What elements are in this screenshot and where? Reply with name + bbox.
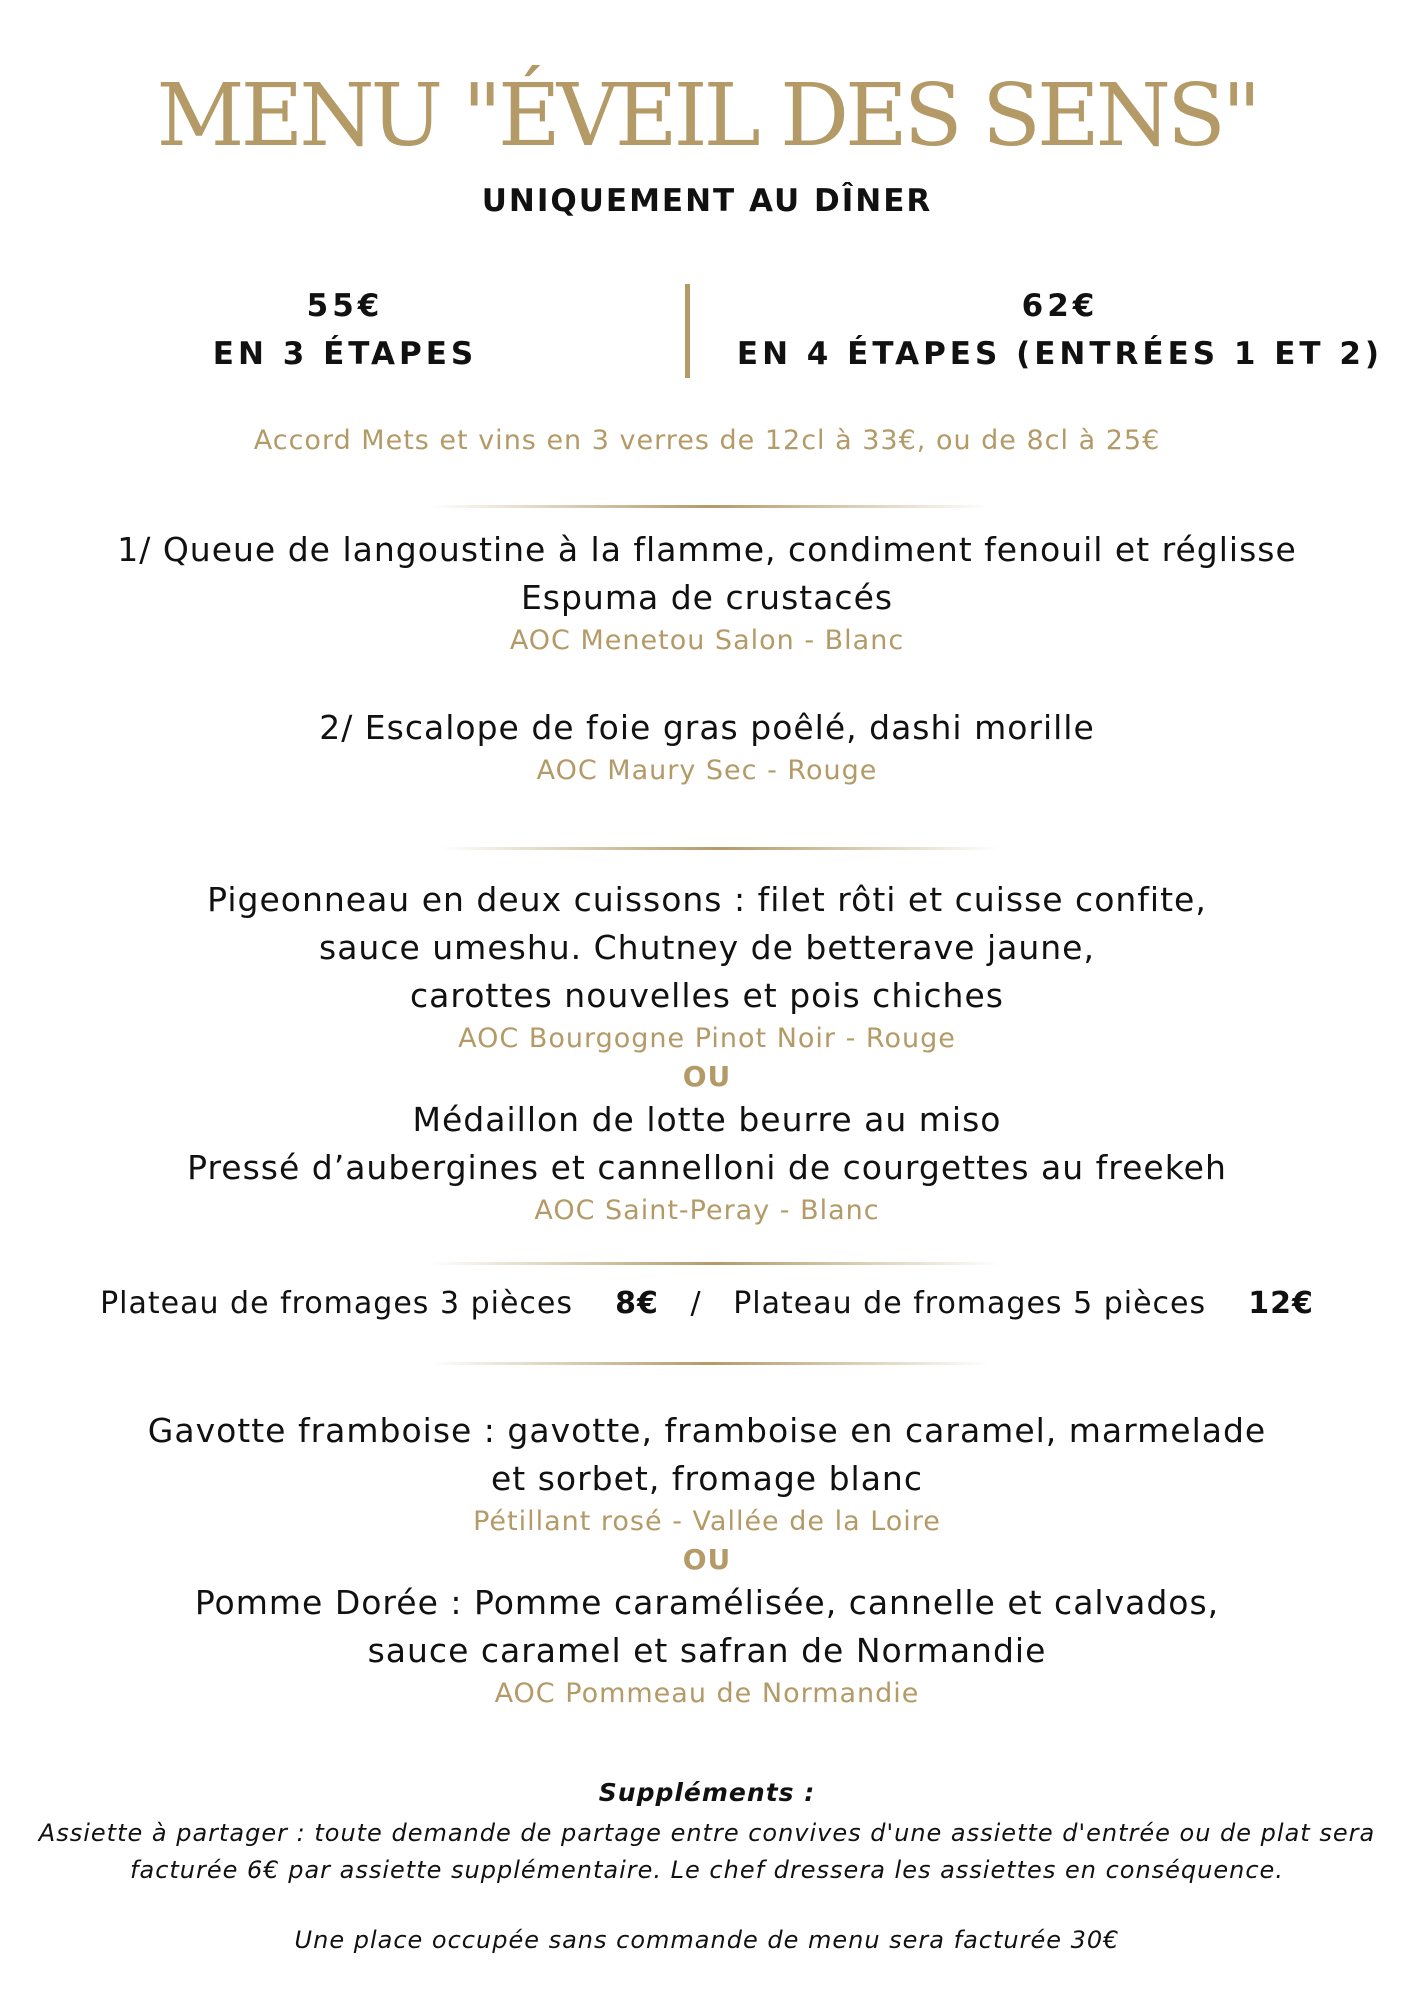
- wine-pairing: Pétillant rosé - Vallée de la Loire: [473, 1506, 941, 1537]
- dish-line: Espuma de crustacés: [520, 578, 894, 617]
- no-order-fee-note: Une place occupée sans commande de menu sera facturée 30€: [294, 1926, 1120, 1954]
- supplements-title: Suppléments :: [598, 1778, 816, 1807]
- wine-pairing: AOC Bourgogne Pinot Noir - Rouge: [458, 1023, 956, 1054]
- section-separator: [430, 505, 990, 508]
- starter-1: [0, 526, 1414, 660]
- supplements-text: [0, 1815, 1414, 1889]
- cheese-item-3: Plateau de fromages 3 pièces: [100, 1286, 573, 1321]
- main-course-section: [0, 876, 1414, 1230]
- or-label: OU: [682, 1060, 732, 1093]
- wine-pairing: AOC Menetou Salon - Blanc: [509, 625, 905, 656]
- dish-line: carottes nouvelles et pois chiches: [410, 976, 1004, 1015]
- cheese-price-5: 12€: [1248, 1286, 1314, 1321]
- dish-line: et sorbet, fromage blanc: [490, 1459, 923, 1498]
- dish-line: Pressé d’aubergines et cannelloni de courgettes au freekeh: [187, 1148, 1227, 1187]
- dish-line: sauce caramel et safran de Normandie: [367, 1631, 1047, 1670]
- cheese-item-5: Plateau de fromages 5 pièces: [733, 1286, 1207, 1321]
- cheese-price-3: 8€: [615, 1286, 659, 1321]
- dish-line: Pomme Dorée : Pomme caramélisée, cannelle et calvados,: [194, 1583, 1220, 1622]
- or-label: OU: [682, 1543, 732, 1576]
- menu-title: MENU "ÉVEIL DES SENS": [156, 66, 1258, 166]
- dish-line: sauce umeshu. Chutney de betterave jaune,: [319, 928, 1095, 967]
- dish-line: Médaillon de lotte beurre au miso: [412, 1100, 1002, 1139]
- price-label: EN 3 ÉTAPES: [212, 336, 478, 372]
- dessert-section: [0, 1407, 1414, 1713]
- wine-pairing: AOC Pommeau de Normandie: [494, 1678, 920, 1709]
- price-option-3-courses: [180, 282, 510, 378]
- section-separator: [430, 1262, 1000, 1265]
- dish-line: 2/ Escalope de foie gras poêlé, dashi morille: [319, 708, 1095, 747]
- price-label: EN 4 ÉTAPES (ENTRÉES 1 ET 2): [736, 336, 1384, 372]
- price-divider: [685, 284, 690, 378]
- dish-line: 1/ Queue de langoustine à la flamme, condiment fenouil et réglisse: [117, 530, 1297, 569]
- wine-pairing: AOC Saint-Peray - Blanc: [534, 1195, 880, 1226]
- wine-pairing: AOC Maury Sec - Rouge: [536, 755, 878, 786]
- dish-line: Pigeonneau en deux cuissons : filet rôti et cuisse confite,: [207, 880, 1207, 919]
- cheese-divider: /: [690, 1286, 702, 1321]
- starter-2: [0, 704, 1414, 790]
- supplements-line: Assiette à partager : toute demande de partage entre convives d'une assiette d'entrée ou de plat sera: [38, 1819, 1376, 1847]
- cheese-options: [0, 1280, 1414, 1328]
- section-separator: [430, 1362, 990, 1365]
- section-separator: [440, 847, 1000, 850]
- dish-line: Gavotte framboise : gavotte, framboise en caramel, marmelade: [147, 1411, 1267, 1450]
- price-option-4-courses: [730, 282, 1390, 378]
- price-amount: 55€: [306, 288, 384, 324]
- price-amount: 62€: [1021, 288, 1099, 324]
- wine-pairing-note: Accord Mets et vins en 3 verres de 12cl à 33€, ou de 8cl à 25€: [253, 425, 1161, 456]
- supplements-line: facturée 6€ par assiette supplémentaire. Le chef dressera les assiettes en conséquence.: [130, 1856, 1284, 1884]
- menu-subtitle: UNIQUEMENT AU DÎNER: [481, 183, 933, 219]
